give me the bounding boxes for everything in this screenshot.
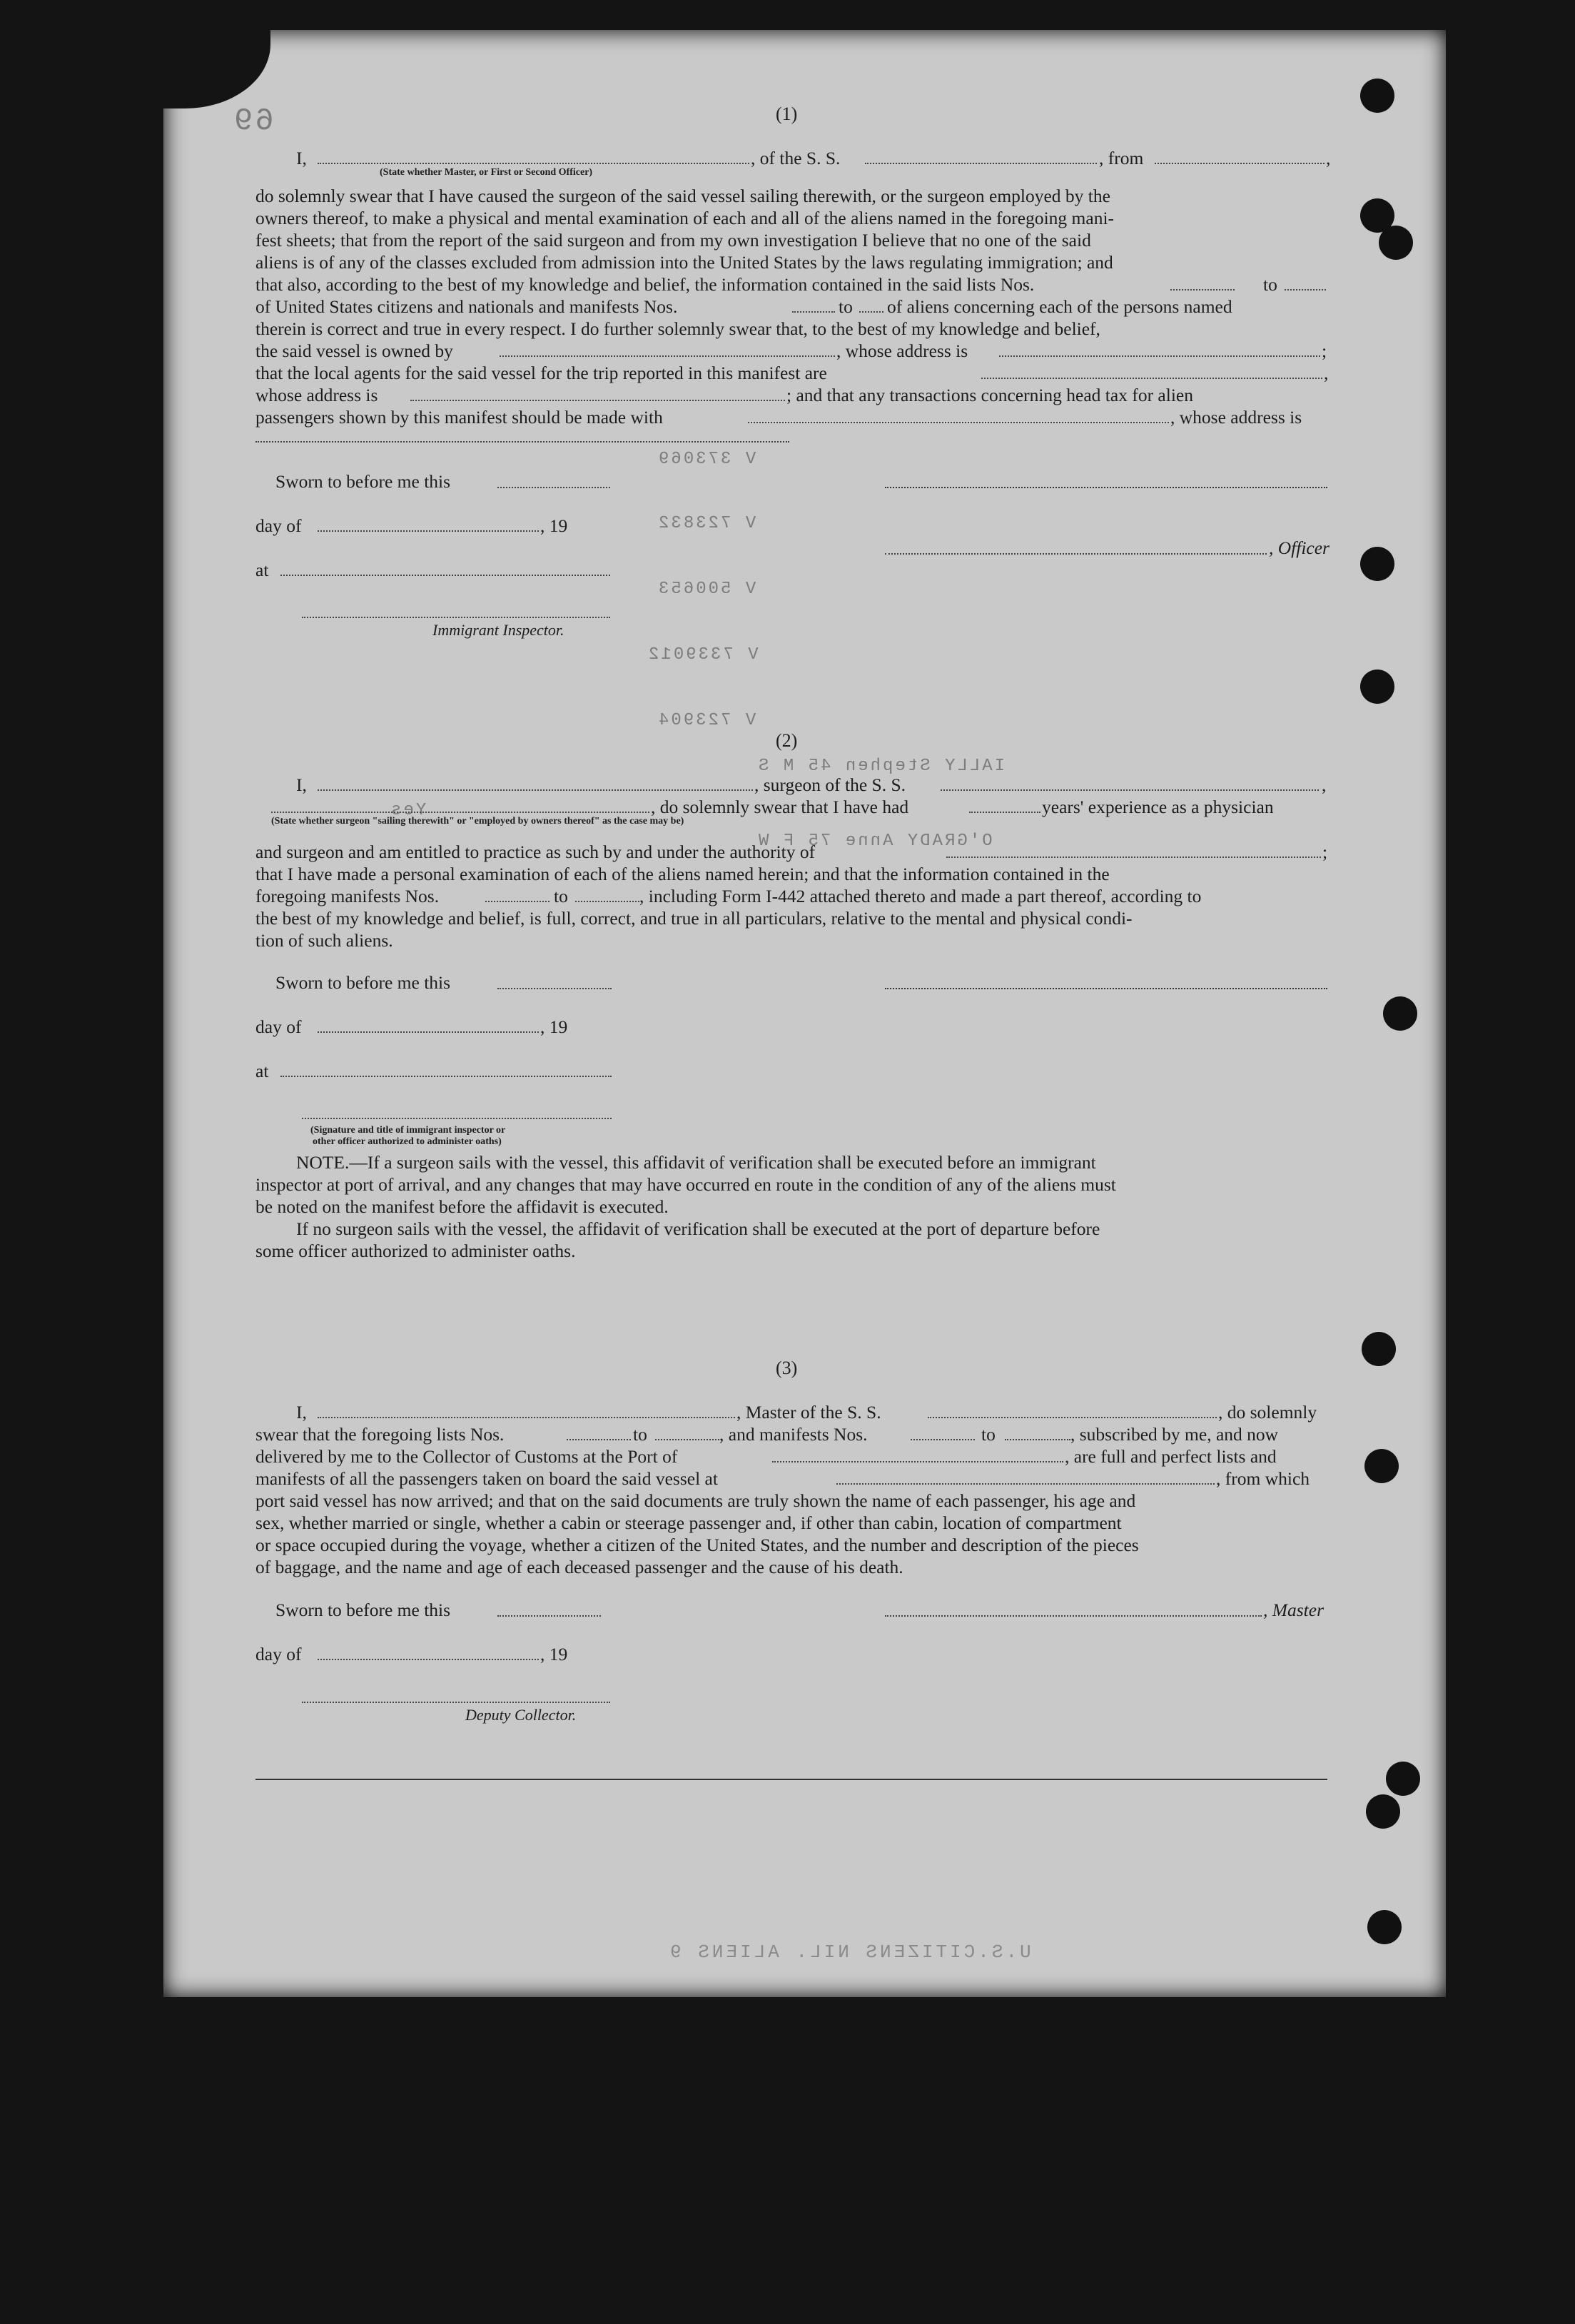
section-2-text: and surgeon and am entitled to practice as such by and under the authority of <box>255 842 816 862</box>
section-1-text: owners thereof, to make a physical and mental examination of each and all of the aliens named in the foregoing mani- <box>255 208 1115 228</box>
fill-line <box>497 1615 601 1617</box>
note-text: If no surgeon sails with the vessel, the affidavit of verification shall be executed at the port of departure before <box>296 1218 1100 1239</box>
section-3-text: day of <box>255 1644 302 1664</box>
section-3-text: to <box>633 1424 647 1445</box>
fill-line <box>1285 289 1326 290</box>
section-2-text: , <box>1322 774 1327 795</box>
binder-hole <box>1362 1332 1396 1366</box>
section-2-text: , 19 <box>540 1016 568 1037</box>
fill-line <box>1005 1439 1070 1440</box>
section-3-text: , do solemnly <box>1218 1402 1317 1423</box>
section-3-text: , subscribed by me, and now <box>1070 1424 1279 1445</box>
binder-hole <box>1383 996 1417 1031</box>
note-text: be noted on the manifest before the affidavit is executed. <box>255 1196 669 1217</box>
section-2-text: I, <box>296 774 307 795</box>
binder-hole <box>1386 1762 1420 1796</box>
section-1-text: of aliens concerning each of the persons named <box>887 296 1232 317</box>
section-1-text: aliens is of any of the classes excluded from admission into the United States by the laws regulating immigration; and <box>255 252 1113 273</box>
section-1-text: , 19 <box>540 515 568 536</box>
section-1-text: I, <box>296 148 307 168</box>
section-2-text: , including Form I-442 attached thereto and made a part thereof, according to <box>639 886 1202 906</box>
fill-line <box>500 355 835 357</box>
bleed-through-text: V 7339012 <box>647 645 759 665</box>
fill-line <box>928 1417 1217 1418</box>
section-1-number: (1) <box>776 103 798 124</box>
section-3-text: sex, whether married or single, whether a cabin or steerage passenger and, if other than cabin, location of compartment <box>255 1512 1122 1533</box>
binder-hole <box>1360 547 1394 581</box>
fill-line <box>318 163 749 164</box>
fill-line <box>748 422 1169 423</box>
footer-bleed-text: U.S.CITIZENS NIL. ALIENS 9 <box>667 1941 1031 1963</box>
section-3-text: manifests of all the passengers taken on board the said vessel at <box>255 1468 718 1489</box>
section-1-text: the said vessel is owned by <box>255 340 453 361</box>
section-2-text: tion of such aliens. <box>255 930 393 951</box>
fill-line <box>485 901 550 902</box>
section-3-text: , are full and perfect lists and <box>1065 1446 1277 1467</box>
fill-line <box>885 1615 1262 1617</box>
binder-hole <box>1366 1794 1400 1829</box>
section-1-text: that the local agents for the said vessel for the trip reported in this manifest are <box>255 363 827 383</box>
fill-line <box>280 575 610 576</box>
section-1-text: to <box>839 296 853 317</box>
fill-line <box>497 487 610 488</box>
master-label: , Master <box>1263 1600 1324 1620</box>
bleed-through-text: V 723904 <box>657 711 756 730</box>
section-2-text: day of <box>255 1016 302 1037</box>
fill-line <box>1170 289 1235 290</box>
officer-label: , Officer <box>1269 537 1330 558</box>
signature-caption: (Signature and title of immigrant inspector or <box>310 1125 506 1136</box>
section-2-text: years' experience as a physician <box>1042 797 1274 817</box>
section-2-text: Sworn to before me this <box>275 972 451 993</box>
signature-line <box>885 487 1327 488</box>
signature-line <box>885 988 1327 989</box>
section-3-text: or space occupied during the voyage, whether a citizen of the United States, and the number and description of the pieces <box>255 1535 1139 1555</box>
binder-hole <box>1364 1449 1399 1483</box>
fill-line <box>280 1076 612 1077</box>
section-1-text: that also, according to the best of my knowledge and belief, the information contained in the said lists Nos. <box>255 274 1035 295</box>
section-1-text: , <box>1326 148 1331 168</box>
bleed-through-text: 69 <box>232 103 274 139</box>
fill-line <box>1155 163 1325 164</box>
bleed-through-text: V 500653 <box>657 580 756 599</box>
section-3-text: swear that the foregoing lists Nos. <box>255 1424 505 1445</box>
fill-line <box>941 789 1319 791</box>
bleed-through-text: IALLY Stephen 45 M S <box>756 757 1006 776</box>
fill-line <box>859 311 883 313</box>
section-2-text: the best of my knowledge and belief, is full, correct, and true in all particulars, relative to the mental and physical condi- <box>255 908 1133 929</box>
section-3-text: Sworn to before me this <box>275 1600 451 1620</box>
fill-line <box>981 378 1322 379</box>
section-2-text: that I have made a personal examination of each of the aliens named herein; and that the information contained in the <box>255 864 1110 884</box>
section-2-text: , do solemnly swear that I have had <box>651 797 909 817</box>
fill-line <box>575 901 639 902</box>
fill-line <box>497 988 612 989</box>
section-1-text: therein is correct and true in every respect. I do further solemnly swear that, to the best of my knowledge and belief, <box>255 318 1100 339</box>
fill-line <box>318 1659 539 1660</box>
fill-line <box>792 311 835 313</box>
fill-line <box>255 441 789 443</box>
section-2-number: (2) <box>776 730 798 751</box>
section-3-text: , Master of the S. S. <box>736 1402 881 1423</box>
signature-caption: other officer authorized to administer oaths) <box>313 1136 502 1147</box>
section-3-text: , 19 <box>540 1644 568 1664</box>
bottom-rule <box>255 1779 1327 1780</box>
section-1-text: of United States citizens and nationals and manifests Nos. <box>255 296 678 317</box>
fill-line <box>946 857 1321 858</box>
deputy-label: Deputy Collector. <box>465 1706 577 1724</box>
section-1-text: fest sheets; that from the report of the said surgeon and from my own investigation I believe that no one of the said <box>255 230 1091 251</box>
fill-line <box>865 163 1097 164</box>
fill-line <box>318 1417 735 1418</box>
section-1-text: ; and that any transactions concerning head tax for alien <box>786 385 1193 405</box>
fill-line <box>999 355 1320 357</box>
section-3-text: of baggage, and the name and age of each deceased passenger and the cause of his death. <box>255 1557 903 1577</box>
fill-line <box>318 530 539 532</box>
section-2-text: to <box>554 886 568 906</box>
section-1-text: day of <box>255 515 302 536</box>
section-3-text: port said vessel has now arrived; and that on the said documents are truly shown the name of each passenger, his age and <box>255 1490 1136 1511</box>
section-1-text: to <box>1263 274 1277 295</box>
section-1-text: , of the S. S. <box>751 148 841 168</box>
note-text: some officer authorized to administer oaths. <box>255 1241 576 1261</box>
fill-line <box>271 812 649 813</box>
section-2-text: ; <box>1322 842 1328 862</box>
section-2-text: , surgeon of the S. S. <box>754 774 906 795</box>
section-1-text: , whose address is <box>836 340 968 361</box>
fill-line <box>302 1702 610 1703</box>
fill-line <box>969 812 1040 813</box>
section-1-text: , <box>1324 363 1329 383</box>
section-3-text: , and manifests Nos. <box>719 1424 868 1445</box>
fill-line <box>410 400 785 401</box>
fill-line <box>836 1483 1215 1485</box>
binder-hole <box>1360 670 1394 704</box>
bleed-through-text: O'GRADY Anne 75 F W <box>756 832 993 851</box>
section-3-text: delivered by me to the Collector of Customs at the Port of <box>255 1446 678 1467</box>
field-caption: (State whether Master, or First or Second Officer) <box>380 167 593 178</box>
fill-line <box>302 1118 612 1119</box>
section-2-text: at <box>255 1061 269 1081</box>
section-3-text: , from which <box>1216 1468 1310 1489</box>
inspector-label: Immigrant Inspector. <box>432 621 564 639</box>
fill-line <box>911 1439 975 1440</box>
note-text: NOTE.—If a surgeon sails with the vessel, this affidavit of verification shall be executed before an immigrant <box>296 1152 1096 1173</box>
fill-line <box>318 789 753 791</box>
section-3-number: (3) <box>776 1358 798 1378</box>
bleed-through-text: V 373069 <box>657 450 756 469</box>
section-3-text: to <box>981 1424 996 1445</box>
section-1-text: at <box>255 560 269 580</box>
binder-hole <box>1367 1910 1402 1944</box>
section-1-text: do solemnly swear that I have caused the surgeon of the said vessel sailing therewith, or the surgeon employed by the <box>255 186 1110 206</box>
fill-line <box>885 553 1267 555</box>
fill-line <box>302 617 610 618</box>
section-1-text: Sworn to before me this <box>275 471 451 492</box>
fill-line <box>772 1461 1063 1462</box>
binder-hole <box>1379 226 1413 260</box>
section-1-text: whose address is <box>255 385 378 405</box>
section-1-text: , from <box>1099 148 1144 168</box>
bleed-through-text: Yes <box>389 801 427 820</box>
section-1-text: ; <box>1322 340 1327 361</box>
section-2-text: foregoing manifests Nos. <box>255 886 440 906</box>
section-1-text: , whose address is <box>1170 407 1302 428</box>
bleed-through-text: V 723832 <box>657 514 756 533</box>
section-3-text: I, <box>296 1402 307 1423</box>
fill-line <box>567 1439 631 1440</box>
fill-line <box>318 1031 539 1033</box>
binder-hole <box>1360 79 1394 113</box>
fill-line <box>655 1439 719 1440</box>
note-text: inspector at port of arrival, and any changes that may have occurred en route in the condition of any of the aliens must <box>255 1174 1116 1195</box>
field-caption: (State whether surgeon "sailing therewith" or "employed by owners thereof" as the case may be) <box>271 816 684 827</box>
section-1-text: passengers shown by this manifest should be made with <box>255 407 663 428</box>
